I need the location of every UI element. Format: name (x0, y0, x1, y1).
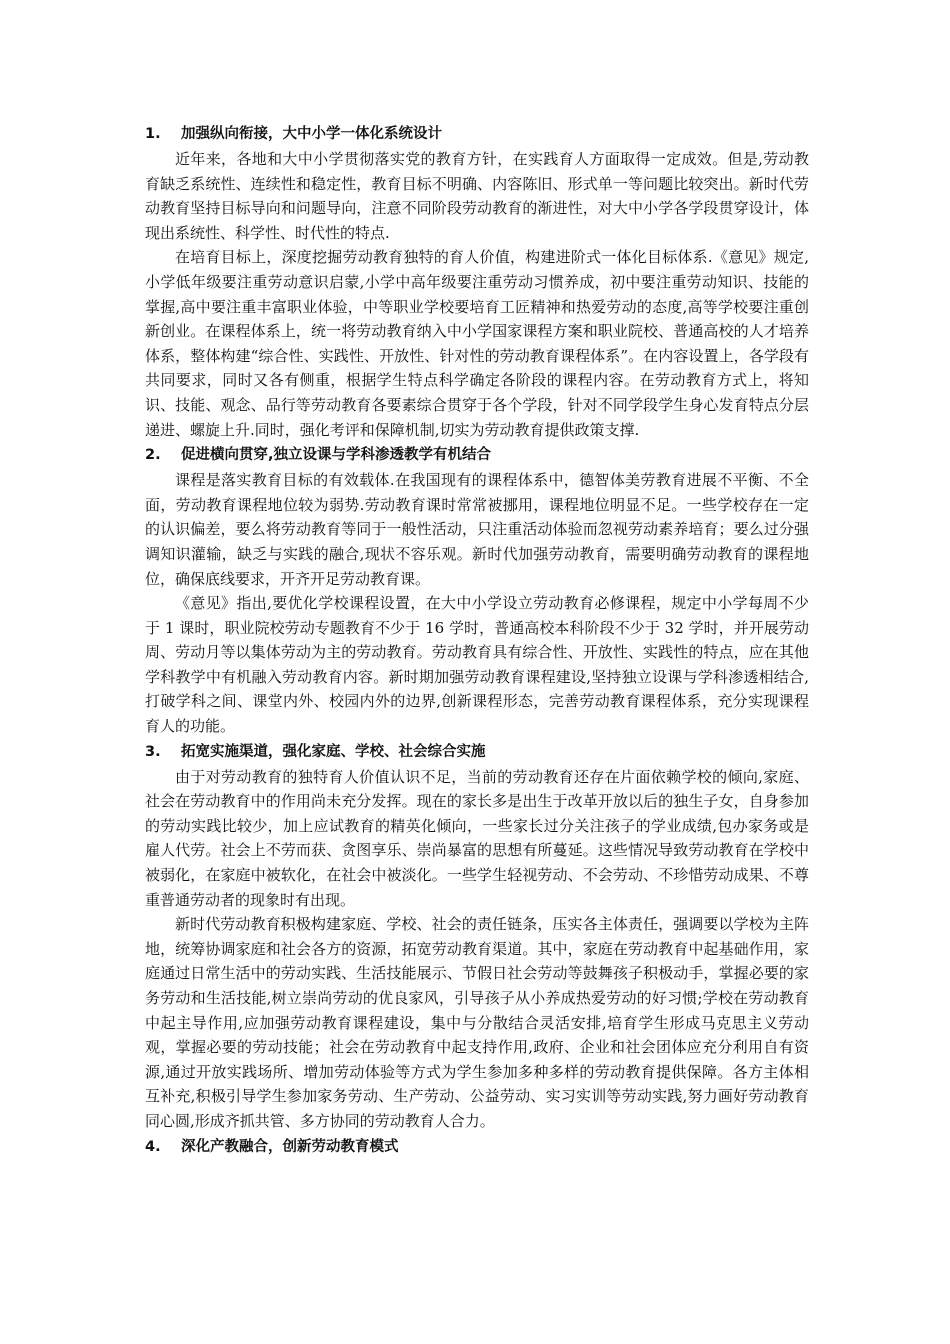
section-4-title: 深化产教融合，创新劳动教育模式 (181, 1138, 399, 1155)
section-1-title: 加强纵向衔接，大中小学一体化系统设计 (181, 126, 442, 142)
section-3-paragraph-2: 新时代劳动教育积极构建家庭、学校、社会的责任链条，压实各主体责任，强调要以学校为主阵地，统筹协调家庭和社会各方的资源，拓宽劳动教育渠道。其中，家庭在劳动教育中起基础作用，家庭通过日常生活中的劳动实践、生活技能展示、节假日社会劳动等鼓舞孩子积极动手，掌握必要的家务劳动和生活技能,树立崇尚劳动的优良家风，引导孩子从小养成热爱劳动的好习惯;学校在劳动教育中起主导作用,应加强劳动教育课程建设，集中与分散结合灵活安排,培育学生形成马克思主义劳动观，掌握必要的劳动技能；社会在劳动教育中起支持作用,政府、企业和社会团体应充分利用自有资源,通过开放实践场所、增加劳动体验等方式为学生参加多种多样的劳动教育提供保障。各方主体相互补充,积极引导学生参加家务劳动、生产劳动、公益劳动、实习实训等劳动实践,努力画好劳动教育同心圆,形成齐抓共管、多方协同的劳动教育人合力。 (145, 915, 809, 1130)
section-3-number: 3. (145, 743, 161, 760)
section-3-title: 拓宽实施渠道，强化家庭、学校、社会综合实施 (181, 743, 486, 760)
section-1-number: 1. (145, 126, 161, 142)
section-4-number: 4. (145, 1138, 161, 1155)
section-1-paragraph-1: 近年来，各地和大中小学贯彻落实党的教育方针，在实践育人方面取得一定成效。但是,劳动教育缺乏系统性、连续性和稳定性，教育目标不明确、内容陈旧、形式单一等问题比较突出。新时代劳动教育坚持目标导向和问题导向，注意不同阶段劳动教育的渐进性，对大中小学各学段贯穿设计，体现出系统性、科学性、时代性的特点. (145, 150, 809, 242)
section-4-heading (145, 1134, 809, 1160)
section-2-heading (145, 442, 809, 468)
section-3-paragraph-1: 由于对劳动教育的独特育人价值认识不足，当前的劳动教育还存在片面依赖学校的倾向,家庭、社会在劳动教育中的作用尚未充分发挥。现在的家长多是出生于改革开放以后的独生子女，自身参加的劳动实践比较少，加上应试教育的精英化倾向，一些家长过分关注孩子的学业成绩,包办家务或是雇人代劳。社会上不劳而获、贪图享乐、崇尚暴富的思想有所蔓延。这些情况导致劳动教育在学校中被弱化，在家庭中被软化，在社会中被淡化。一些学生轻视劳动、不会劳动、不珍惜劳动成果、不尊重普通劳动者的现象时有出现。 (145, 767, 809, 909)
section-2-paragraph-1: 课程是落实教育目标的有效载体.在我国现有的课程体系中，德智体美劳教育进展不平衡、不全面，劳动教育课程地位较为弱势.劳动教育课时常常被挪用，课程地位明显不足。一些学校存在一定的认识偏差，要么将劳动教育等同于一般性活动，只注重活动体验而忽视劳动素养培育；要么过分强调知识灌输，缺乏与实践的融合,现状不容乐观。新时代加强劳动教育，需要明确劳动教育的课程地位，确保底线要求，开齐开足劳动教育课。 (145, 471, 809, 588)
section-1-heading (145, 121, 809, 147)
section-1-paragraph-2: 在培育目标上，深度挖掘劳动教育独特的育人价值，构建进阶式一体化目标体系.《意见》规定,小学低年级要注重劳动意识启蒙,小学中高年级要注重劳动习惯养成，初中要注重劳动知识、技能的掌握,高中要注重丰富职业体验，中等职业学校要培育工匠精神和热爱劳动的态度,高等学校要注重创新创业。在课程体系上，统一将劳动教育纳入中小学国家课程方案和职业院校、普通高校的人才培养体系，整体构建“综合性、实践性、开放性、针对性的劳动教育课程体系”。在内容设置上，各学段有共同要求，同时又各有侧重，根据学生特点科学确定各阶段的课程内容。在劳动教育方式上，将知识、技能、观念、品行等劳动教育各要素综合贯穿于各个学段，针对不同学段学生身心发育特点分层递进、螺旋上升.同时，强化考评和保障机制,切实为劳动教育提供政策支撑. (145, 248, 809, 439)
section-3-heading (145, 739, 809, 765)
section-2-title: 促进横向贯穿,独立设课与学科渗透教学有机结合 (181, 447, 492, 464)
section-2-number: 2. (145, 447, 161, 464)
section-2-paragraph-2: 《意见》指出,要优化学校课程设置，在大中小学设立劳动教育必修课程，规定中小学每周不少于 1 课时，职业院校劳动专题教育不少于 16 学时，普通高校本科阶段不少于 32 学时，并开展劳动周、劳动月等以集体劳动为主的劳动教育。劳动教育具有综合性、开放性、实践性的特点，应在其他学科教学中有机融入劳动教育内容。新时期加强劳动教育课程建设,坚持独立设课与学科渗透相结合,打破学科之间、课堂内外、校园内外的边界,创新课程形态，完善劳动教育课程体系，充分实现课程育人的功能。 (145, 594, 809, 736)
document-body (145, 121, 809, 1160)
